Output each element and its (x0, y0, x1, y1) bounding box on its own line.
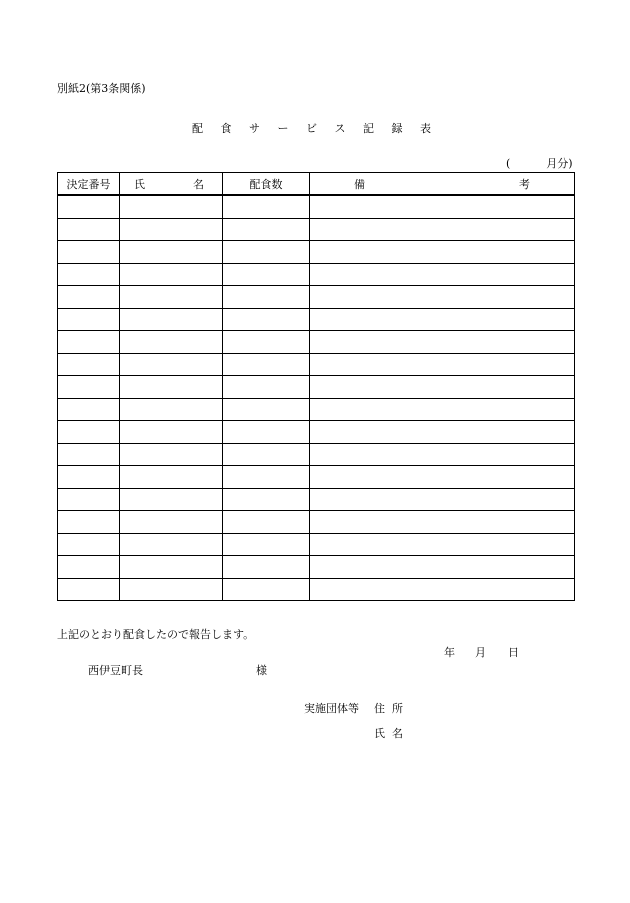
decision-number-cell[interactable] (58, 533, 120, 556)
meal-count-cell[interactable] (223, 331, 310, 354)
address-label-b: 所 (392, 702, 403, 715)
header-decision-number: 決定番号 (58, 173, 120, 196)
remarks-cell[interactable] (310, 398, 575, 421)
month-field (506, 155, 573, 171)
table-row (58, 376, 575, 399)
meal-count-cell[interactable] (223, 466, 310, 489)
remarks-cell[interactable] (310, 241, 575, 264)
meal-count-cell[interactable] (223, 578, 310, 601)
name-cell[interactable] (120, 218, 223, 241)
meal-count-cell[interactable] (223, 488, 310, 511)
remarks-cell[interactable] (310, 533, 575, 556)
decision-number-cell[interactable] (58, 466, 120, 489)
date-year-label: 年 (444, 646, 455, 659)
decision-number-cell[interactable] (58, 218, 120, 241)
name-cell[interactable] (120, 353, 223, 376)
table-row (58, 241, 575, 264)
decision-number-cell[interactable] (58, 511, 120, 534)
meal-count-cell[interactable] (223, 421, 310, 444)
name-cell[interactable] (120, 376, 223, 399)
record-table (57, 172, 575, 601)
date-line (444, 644, 519, 660)
name-cell[interactable] (120, 578, 223, 601)
address-label-a: 住 (374, 702, 385, 715)
name-cell[interactable] (120, 286, 223, 309)
remarks-cell[interactable] (310, 421, 575, 444)
meal-count-cell[interactable] (223, 263, 310, 286)
table-row (58, 218, 575, 241)
table-row (58, 443, 575, 466)
table-row (58, 511, 575, 534)
decision-number-cell[interactable] (58, 241, 120, 264)
table-row (58, 398, 575, 421)
meal-count-cell[interactable] (223, 195, 310, 218)
meal-count-cell[interactable] (223, 398, 310, 421)
header-name-left: 氏 (134, 177, 145, 191)
remarks-cell[interactable] (310, 466, 575, 489)
address-label (374, 700, 403, 716)
meal-count-cell[interactable] (223, 218, 310, 241)
table-body (58, 195, 575, 601)
honorific: 様 (256, 664, 267, 677)
name-label-b: 名 (392, 727, 403, 740)
decision-number-cell[interactable] (58, 286, 120, 309)
date-day-label: 日 (508, 646, 519, 659)
decision-number-cell[interactable] (58, 443, 120, 466)
table-header-row (58, 173, 575, 196)
month-unit: 月分) (546, 157, 573, 170)
remarks-cell[interactable] (310, 443, 575, 466)
meal-count-cell[interactable] (223, 511, 310, 534)
meal-count-cell[interactable] (223, 533, 310, 556)
remarks-cell[interactable] (310, 488, 575, 511)
remarks-cell[interactable] (310, 218, 575, 241)
table-row (58, 286, 575, 309)
meal-count-cell[interactable] (223, 241, 310, 264)
header-remarks-right: 考 (519, 177, 530, 191)
table-row (58, 263, 575, 286)
header-name (120, 173, 223, 196)
name-cell[interactable] (120, 421, 223, 444)
report-statement: 上記のとおり配食したので報告します。 (57, 628, 255, 641)
table-row (58, 308, 575, 331)
meal-count-cell[interactable] (223, 286, 310, 309)
remarks-cell[interactable] (310, 511, 575, 534)
header-name-right: 名 (193, 177, 204, 191)
remarks-cell[interactable] (310, 195, 575, 218)
decision-number-cell[interactable] (58, 556, 120, 579)
table-row (58, 578, 575, 601)
decision-number-cell[interactable] (58, 488, 120, 511)
name-cell[interactable] (120, 398, 223, 421)
name-cell[interactable] (120, 443, 223, 466)
remarks-cell[interactable] (310, 556, 575, 579)
decision-number-cell[interactable] (58, 195, 120, 218)
meal-count-cell[interactable] (223, 376, 310, 399)
table-row (58, 421, 575, 444)
name-label (374, 725, 403, 741)
page-title: 配 食 サ ー ビ ス 記 録 表 (192, 122, 438, 135)
remarks-cell[interactable] (310, 578, 575, 601)
table-row (58, 331, 575, 354)
name-cell[interactable] (120, 308, 223, 331)
table-row (58, 533, 575, 556)
name-cell[interactable] (120, 533, 223, 556)
name-cell[interactable] (120, 331, 223, 354)
name-cell[interactable] (120, 556, 223, 579)
month-open-paren: ( (506, 157, 511, 170)
table-row (58, 353, 575, 376)
name-cell[interactable] (120, 511, 223, 534)
table-row (58, 466, 575, 489)
decision-number-cell[interactable] (58, 353, 120, 376)
decision-number-cell[interactable] (58, 308, 120, 331)
form-reference: 別紙2(第3条関係) (57, 82, 146, 95)
remarks-cell[interactable] (310, 376, 575, 399)
decision-number-cell[interactable] (58, 263, 120, 286)
remarks-cell[interactable] (310, 308, 575, 331)
table-row (58, 556, 575, 579)
addressee: 西伊豆町長 (88, 664, 143, 677)
remarks-cell[interactable] (310, 286, 575, 309)
organization-label: 実施団体等 (304, 702, 359, 715)
meal-count-cell[interactable] (223, 308, 310, 331)
table-row (58, 195, 575, 218)
decision-number-cell[interactable] (58, 331, 120, 354)
remarks-cell[interactable] (310, 263, 575, 286)
meal-count-cell[interactable] (223, 353, 310, 376)
name-label-a: 氏 (374, 727, 385, 740)
header-remarks (310, 173, 575, 196)
date-month-label: 月 (475, 646, 486, 659)
meal-count-cell[interactable] (223, 443, 310, 466)
name-cell[interactable] (120, 241, 223, 264)
meal-count-cell[interactable] (223, 556, 310, 579)
decision-number-cell[interactable] (58, 376, 120, 399)
name-cell[interactable] (120, 263, 223, 286)
name-cell[interactable] (120, 195, 223, 218)
remarks-cell[interactable] (310, 331, 575, 354)
table-row (58, 488, 575, 511)
decision-number-cell[interactable] (58, 421, 120, 444)
header-meal-count: 配食数 (223, 173, 310, 196)
remarks-cell[interactable] (310, 353, 575, 376)
decision-number-cell[interactable] (58, 578, 120, 601)
header-remarks-left: 備 (354, 177, 365, 191)
name-cell[interactable] (120, 466, 223, 489)
decision-number-cell[interactable] (58, 398, 120, 421)
name-cell[interactable] (120, 488, 223, 511)
